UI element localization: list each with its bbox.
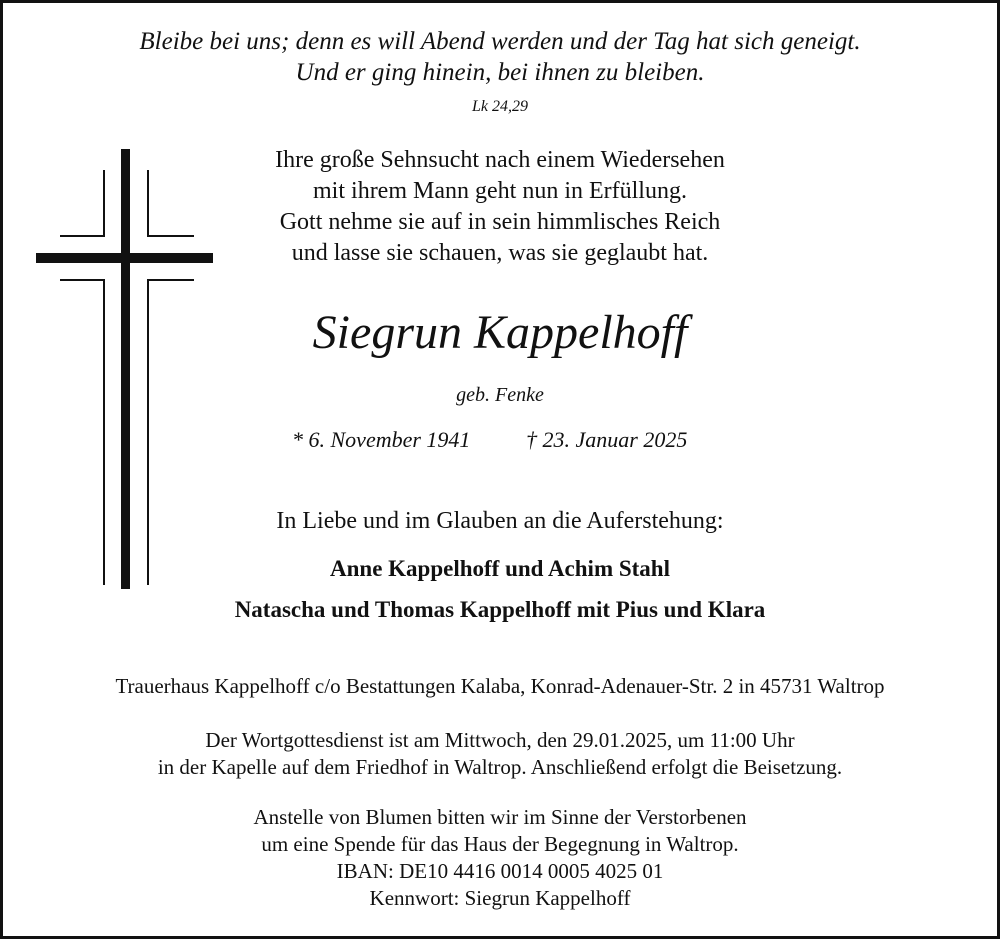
bible-quote: [0, 26, 1000, 88]
bible-quote-line-1: Bleibe bei uns; denn es will Abend werden und der Tag hat sich geneigt.: [139, 28, 861, 55]
service-line: in der Kapelle auf dem Friedhof in Waltrop. Anschließend erfolgt die Beisetzung.: [157, 755, 843, 779]
house-of-mourning: Trauerhaus Kappelhoff c/o Bestattungen Kalaba, Konrad-Adenauer-Str. 2 in 45731 Waltrop: [115, 674, 885, 698]
verse-line: mit ihrem Mann geht nun in Erfüllung.: [313, 178, 687, 204]
service-info: [0, 727, 1000, 781]
verse-line: Gott nehme sie auf in sein himmlisches Reich: [279, 209, 721, 235]
keyword: Kennwort: Siegrun Kappelhoff: [369, 886, 631, 910]
service-line: Der Wortgottesdienst ist am Mittwoch, den 29.01.2025, um 11:00 Uhr: [205, 728, 795, 752]
donation-line: Anstelle von Blumen bitten wir im Sinne der Verstorbenen: [253, 805, 747, 829]
mourners-intro: In Liebe und im Glauben an die Auferstehung:: [276, 508, 724, 534]
verse: [200, 145, 800, 269]
birth-date: * 6. November 1941: [292, 427, 471, 452]
latin-cross-icon: [30, 140, 220, 600]
deceased-name: Siegrun Kappelhoff: [312, 306, 688, 359]
death-date: † 23. Januar 2025: [526, 427, 688, 452]
bible-reference: Lk 24,29: [472, 98, 528, 115]
verse-line: und lasse sie schauen, was sie geglaubt hat.: [291, 240, 709, 266]
mourner-line: Anne Kappelhoff und Achim Stahl: [330, 556, 670, 581]
donation-info: [0, 804, 1000, 912]
donation-line: um eine Spende für das Haus der Begegnung in Waltrop.: [261, 832, 739, 856]
maiden-name: geb. Fenke: [456, 384, 544, 406]
iban: IBAN: DE10 4416 0014 0005 4025 01: [336, 859, 664, 883]
verse-line: Ihre große Sehnsucht nach einem Wiedersehen: [275, 147, 725, 173]
mourner-line: Natascha und Thomas Kappelhoff mit Pius und Klara: [234, 597, 766, 622]
bible-quote-line-2: Und er ging hinein, bei ihnen zu bleiben.: [295, 59, 705, 86]
